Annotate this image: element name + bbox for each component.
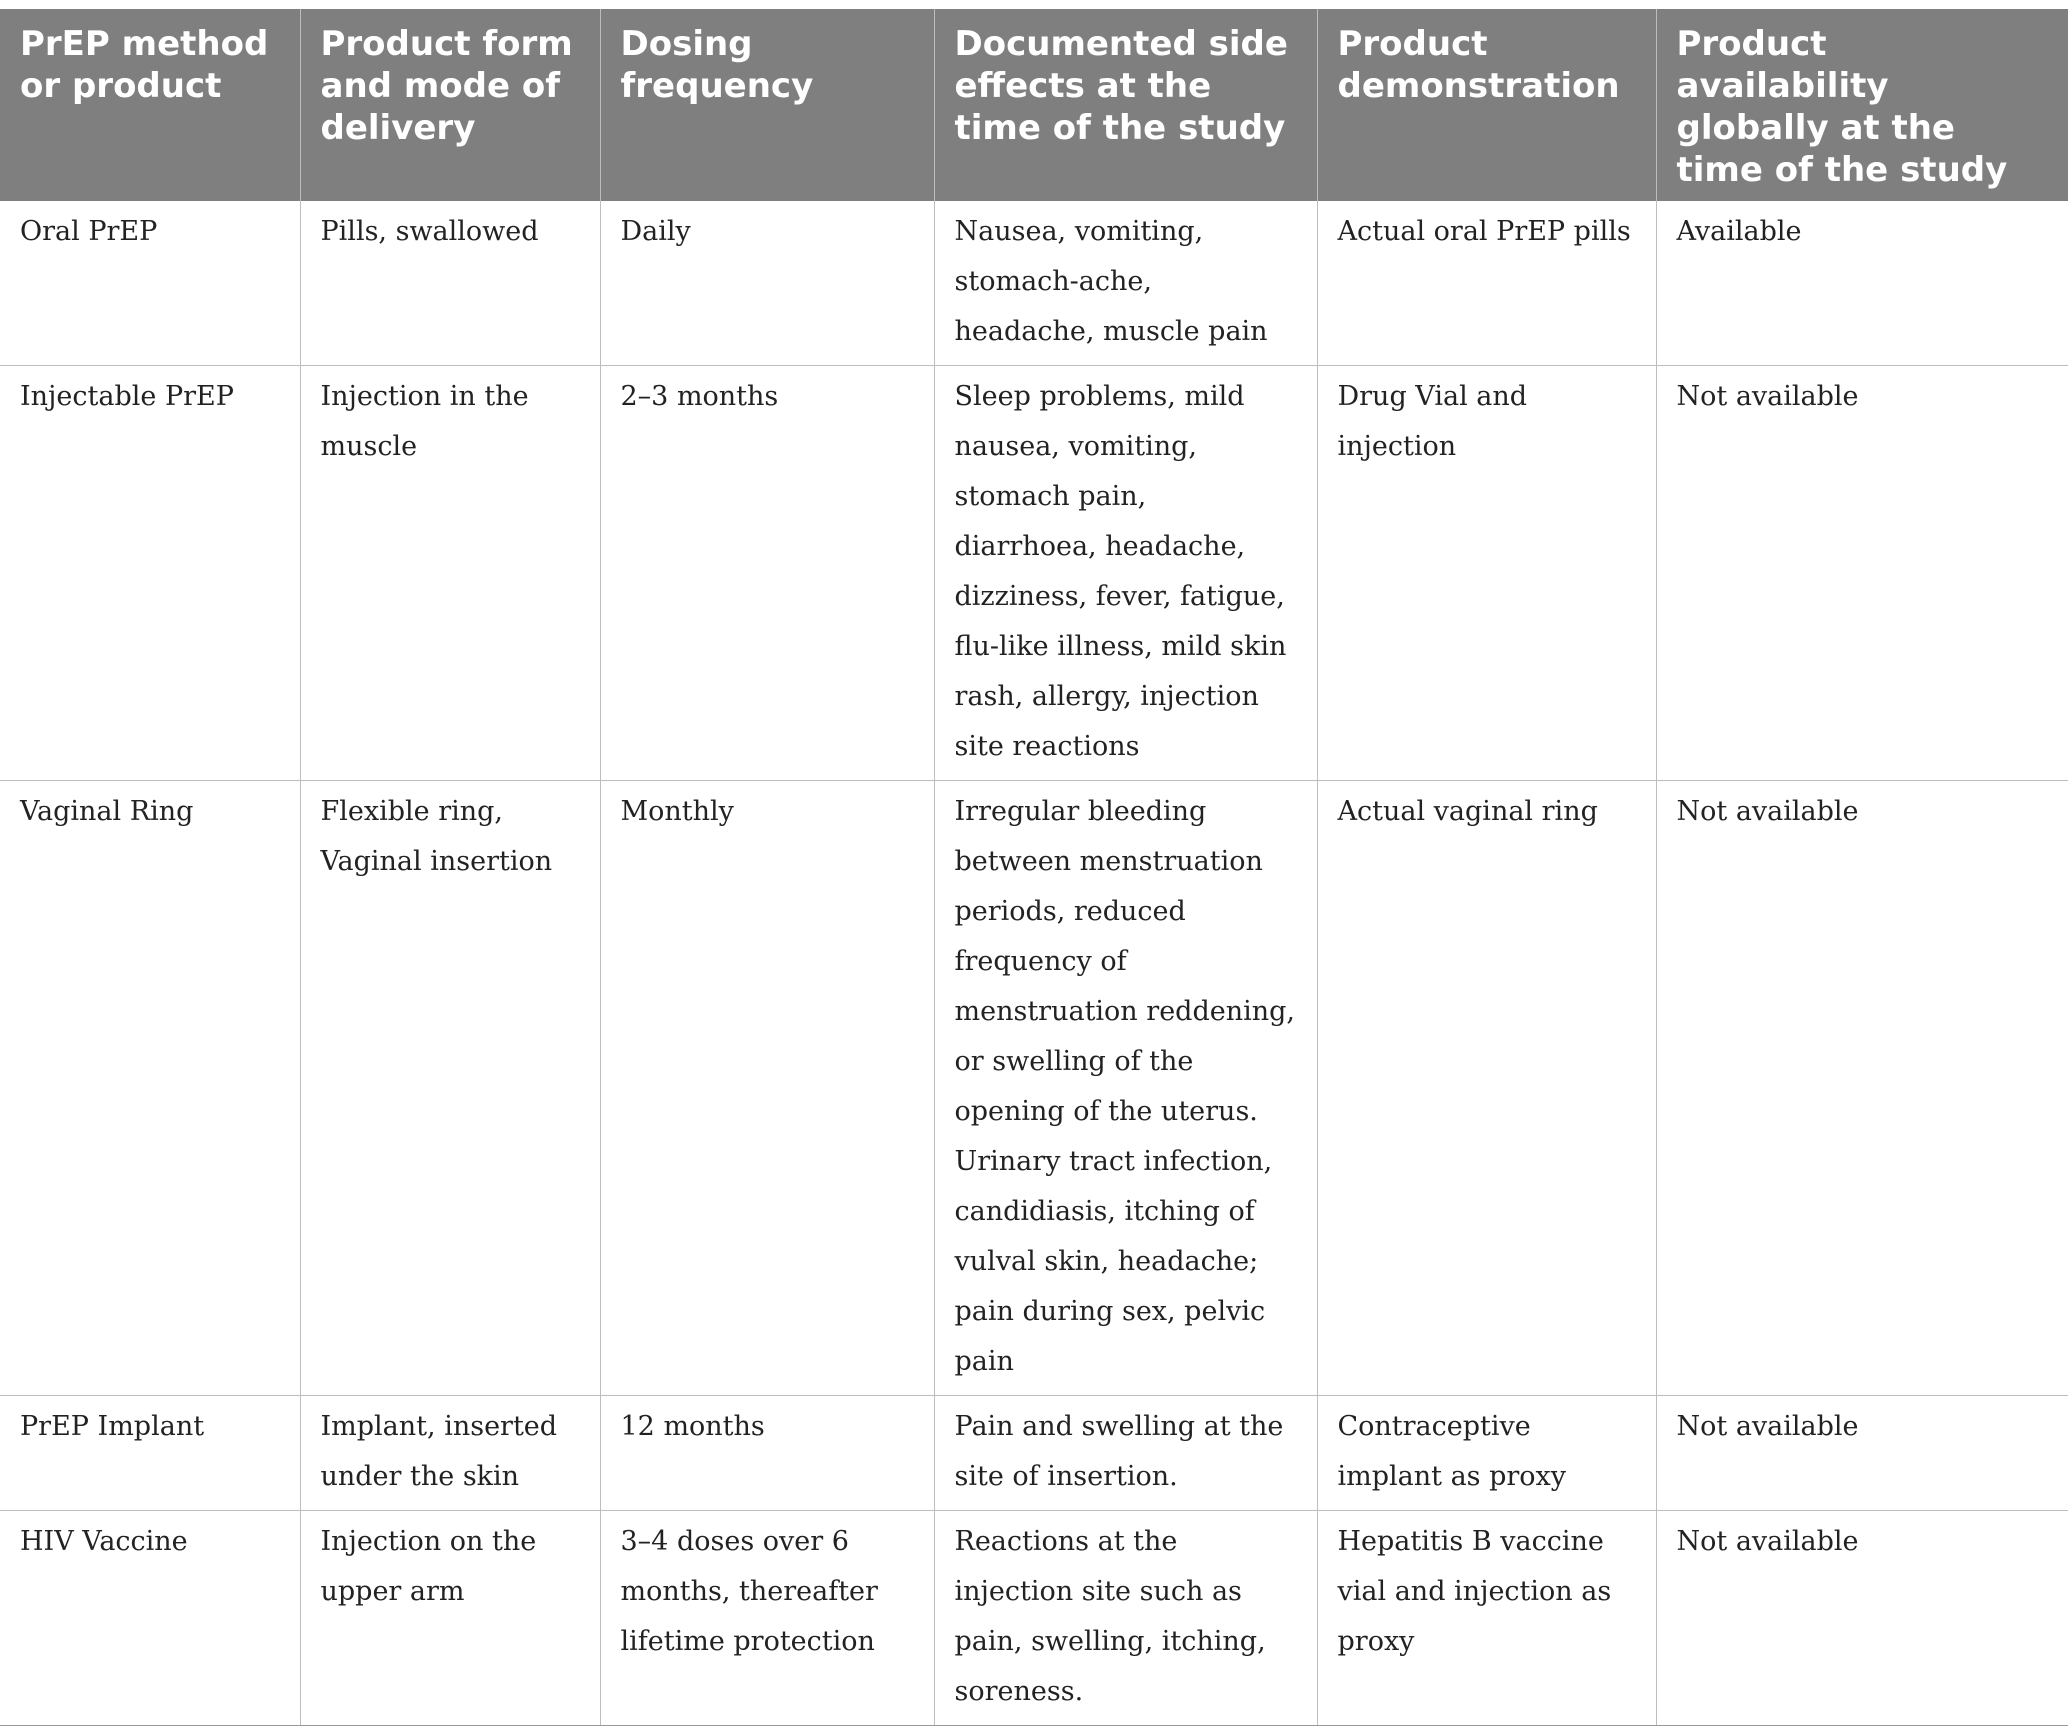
cell-side-effects: Nausea, vomiting, stomach-ache, headache, muscle pain [934,201,1317,366]
prep-methods-table [0,9,2068,1726]
table-row [0,366,2068,781]
cell-dosing-frequency: Monthly [600,781,934,1396]
cell-product-availability: Not available [1656,366,2068,781]
cell-product-form: Pills, swallowed [300,201,600,366]
table-header [0,9,2068,201]
cell-dosing-frequency: 2–3 months [600,366,934,781]
cell-product-form: Flexible ring, Vaginal insertion [300,781,600,1396]
cell-product-demonstration: Actual oral PrEP pills [1317,201,1656,366]
cell-product-availability: Not available [1656,781,2068,1396]
cell-prep-method: Injectable PrEP [0,366,300,781]
table-body [0,201,2068,1726]
cell-prep-method: PrEP Implant [0,1396,300,1511]
cell-product-demonstration: Drug Vial and injection [1317,366,1656,781]
cell-product-demonstration: Actual vaginal ring [1317,781,1656,1396]
header-row [0,9,2068,201]
prep-methods-table-container [0,9,2068,1726]
cell-product-demonstration: Hepatitis B vaccine vial and injection as proxy [1317,1511,1656,1726]
cell-product-availability: Available [1656,201,2068,366]
cell-product-form: Injection on the upper arm [300,1511,600,1726]
cell-dosing-frequency: Daily [600,201,934,366]
table-row [0,781,2068,1396]
table-row [0,201,2068,366]
header-side-effects: Documented side effects at the time of the study [934,9,1317,201]
cell-side-effects: Irregular bleeding between menstruation periods, reduced frequency of menstruation reddening, or swelling of the opening of the uterus. Urinary tract infection, candidiasis, itching of vulval skin, headache; pain during sex, pelvic pain [934,781,1317,1396]
cell-dosing-frequency: 3–4 doses over 6 months, thereafter lifetime protection [600,1511,934,1726]
cell-product-form: Injection in the muscle [300,366,600,781]
header-product-demonstration: Product demonstration [1317,9,1656,201]
cell-product-demonstration: Contraceptive implant as proxy [1317,1396,1656,1511]
cell-side-effects: Sleep problems, mild nausea, vomiting, stomach pain, diarrhoea, headache, dizziness, fever, fatigue, flu-like illness, mild skin rash, allergy, injection site reactions [934,366,1317,781]
header-product-form: Product form and mode of delivery [300,9,600,201]
cell-dosing-frequency: 12 months [600,1396,934,1511]
table-row [0,1511,2068,1726]
cell-side-effects: Pain and swelling at the site of insertion. [934,1396,1317,1511]
cell-prep-method: HIV Vaccine [0,1511,300,1726]
cell-prep-method: Oral PrEP [0,201,300,366]
cell-prep-method: Vaginal Ring [0,781,300,1396]
header-product-availability: Product availability globally at the time of the study [1656,9,2068,201]
table-row [0,1396,2068,1511]
cell-product-availability: Not available [1656,1396,2068,1511]
cell-product-form: Implant, inserted under the skin [300,1396,600,1511]
cell-side-effects: Reactions at the injection site such as pain, swelling, itching, soreness. [934,1511,1317,1726]
header-dosing-frequency: Dosing frequency [600,9,934,201]
header-prep-method: PrEP method or product [0,9,300,201]
cell-product-availability: Not available [1656,1511,2068,1726]
